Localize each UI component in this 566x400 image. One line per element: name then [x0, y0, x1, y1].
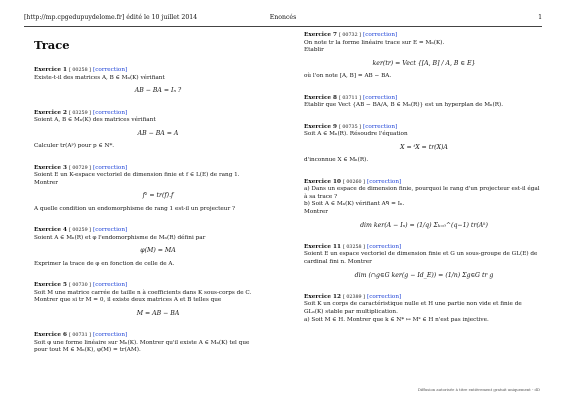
formula: dim ker(A − Iₙ) = (1/q) Σₖ₌₀^(q−1) tr(Aᵏ)	[360, 221, 488, 229]
exercise-text: a) Dans un espace de dimension finie, pourquoi le rang d'un projecteur est-il égal	[304, 186, 540, 193]
footer-note: Diffusion autorisée à titre entièrement gratuit uniquement - dD	[417, 387, 540, 392]
exercise-title: Exercice 1	[34, 67, 67, 74]
exercise	[34, 282, 282, 318]
exercise-ref: [ 00730 ]	[68, 283, 92, 289]
exercise-title: Exercice 12	[304, 293, 341, 300]
exercise-title: Exercice 6	[34, 332, 67, 339]
exercise-text: Soient E un K-espace vectoriel de dimension finie et f ∈ L(E) de rang 1.	[34, 172, 240, 179]
exercise-ref: [ 00258 ]	[68, 68, 92, 74]
exercise-title: Exercice 3	[34, 164, 67, 171]
exercise-text: On note tr la forme linéaire trace sur E = Mₙ(K).	[304, 39, 445, 46]
exercise-title: Exercice 2	[34, 109, 67, 116]
exercise	[34, 67, 282, 95]
exercise-header	[304, 32, 544, 40]
correction-link[interactable]: [correction]	[363, 123, 398, 130]
exercise	[34, 110, 282, 151]
exercise-text: Soit M une matrice carrée de taille n à coefficients dans K sous-corps de C.	[34, 289, 252, 296]
correction-link[interactable]: [correction]	[93, 164, 128, 171]
exercise	[304, 32, 544, 81]
correction-link[interactable]: [correction]	[363, 94, 398, 101]
formula: f² = tr(f).f	[142, 192, 174, 200]
formula: φ(M) = MA	[140, 247, 176, 255]
exercise-text: Soit K un corps de caractéristique nulle et H une partie non vide et finie de	[304, 301, 522, 308]
exercise-ref: [ 03258 ]	[342, 244, 365, 250]
exercise-ref: [ 03259 ]	[68, 110, 92, 116]
formula: X = ᵗX = tr(X)A	[400, 143, 448, 151]
exercise-ref: [ 00732 ]	[338, 33, 362, 38]
exercise-ref: [ 00735 ]	[338, 124, 362, 130]
exercise-title: Exercice 11	[304, 243, 341, 250]
exercise-text: pour tout M ∈ Mₙ(K), φ(M) = tr(AM).	[34, 347, 141, 354]
exercise-ref: [ 02389 ]	[342, 294, 365, 300]
exercise-text: a) Soit M ∈ H. Montrer que k ∈ N* ↦ Mᵏ ∈ H n'est pas injective.	[304, 316, 489, 323]
exercise-text: Soient A ∈ Mₙ(R) et φ l'endomorphisme de Mₙ(R) défini par	[34, 234, 206, 241]
header-section: Enoncés	[269, 14, 297, 21]
exercise-ref: [ 00259 ]	[68, 228, 92, 234]
exercise	[304, 124, 544, 165]
exercise-header	[304, 95, 544, 103]
formula: M = AB − BA	[136, 309, 180, 317]
correction-link[interactable]: [correction]	[363, 32, 398, 38]
exercise-text: Etablir	[304, 47, 324, 54]
correction-link[interactable]: [correction]	[93, 109, 128, 116]
exercise-title: Exercice 5	[34, 282, 67, 289]
exercise-ref: [ 00729 ]	[68, 165, 92, 171]
correction-link[interactable]: [correction]	[93, 282, 128, 289]
exercise-text: Soit A ∈ Mₙ(R). Résoudre l'équation	[304, 131, 408, 138]
correction-link[interactable]: [correction]	[366, 178, 402, 185]
exercise-text: Exprimer la trace de φ en fonction de celle de A.	[34, 260, 175, 267]
exercise-text: GLₙ(K) stable par multiplication.	[304, 308, 398, 315]
exercise-ref: [ 00260 ]	[342, 179, 365, 185]
exercise-title: Exercice 4	[34, 227, 67, 234]
exercise	[304, 294, 544, 324]
exercise-text: d'inconnue X ∈ Mₙ(R).	[304, 157, 369, 164]
formula: AB − BA = Iₙ ?	[134, 87, 182, 95]
formula: dim (∩g∈G ker(g − Id_E)) = (1/n) Σg∈G tr g	[354, 271, 494, 279]
right-column	[304, 32, 544, 338]
page-header	[24, 14, 542, 27]
left-column	[34, 32, 282, 369]
exercise-text: b) Soit A ∈ Mₙ(K) vérifiant Aᑫ = Iₙ.	[304, 201, 405, 208]
exercise	[304, 244, 544, 280]
exercise-ref: [ 03711 ]	[338, 95, 362, 101]
exercise-header	[34, 67, 282, 75]
exercise-text: Soient E un espace vectoriel de dimension finie et G un sous-groupe de GL(E) de	[304, 251, 538, 258]
exercise-text: Existe-t-il des matrices A, B ∈ Mₙ(K) vérifiant	[34, 74, 165, 81]
correction-link[interactable]: [correction]	[93, 67, 128, 74]
exercise-text: où l'on note [A, B] = AB − BA.	[304, 72, 392, 79]
exercise-ref: [ 00731 ]	[68, 333, 92, 339]
exercise	[34, 165, 282, 214]
exercise-title: Exercice 10	[304, 178, 341, 185]
correction-link[interactable]: [correction]	[93, 332, 128, 339]
exercise-title: Exercice 7	[304, 32, 337, 38]
correction-link[interactable]: [correction]	[366, 243, 402, 250]
exercise	[304, 179, 544, 230]
exercise-text: Soient A, B ∈ Mₙ(K) des matrices vérifiant	[34, 117, 156, 124]
exercise	[304, 95, 544, 110]
exercise-text: Calculer tr(Aᵖ) pour p ∈ N*.	[34, 143, 115, 150]
exercise-text: Montrer que si tr M = 0, il existe deux matrices A et B telles que	[34, 297, 222, 304]
exercise-title: Exercice 8	[304, 94, 337, 101]
exercise-text: Etablir que Vect {AB − BA/A, B ∈ Mₙ(R)} est un hyperplan de Mₙ(R).	[304, 102, 504, 109]
exercise-header	[34, 227, 282, 235]
page-title: Trace	[34, 38, 70, 52]
exercise-header	[34, 332, 282, 340]
header-source: [http://mp.cpgedupuydelome.fr] édité le 10 juillet 2014	[24, 14, 198, 21]
formula: ker(tr) = Vect {[A, B] / A, B ∈ E}	[372, 59, 476, 67]
exercise-header	[34, 282, 282, 290]
exercise-text: à sa trace ?	[304, 193, 338, 200]
exercise-text: A quelle condition un endomorphisme de rang 1 est-il un projecteur ?	[34, 205, 236, 212]
exercise-text: Montrer	[34, 179, 58, 186]
exercise	[34, 227, 282, 268]
formula: AB − BA = A	[137, 129, 179, 137]
correction-link[interactable]: [correction]	[93, 227, 128, 234]
exercise-text: cardinal fini n. Montrer	[304, 259, 372, 265]
exercise-text: Soit φ une forme linéaire sur Mₙ(K). Montrer qu'il existe A ∈ Mₙ(K) tel que	[34, 339, 250, 346]
exercise-text: Montrer	[304, 209, 328, 216]
page-number: 1	[538, 14, 542, 21]
correction-link[interactable]: [correction]	[366, 293, 402, 300]
exercise-title: Exercice 9	[304, 123, 337, 130]
exercise	[34, 332, 282, 355]
